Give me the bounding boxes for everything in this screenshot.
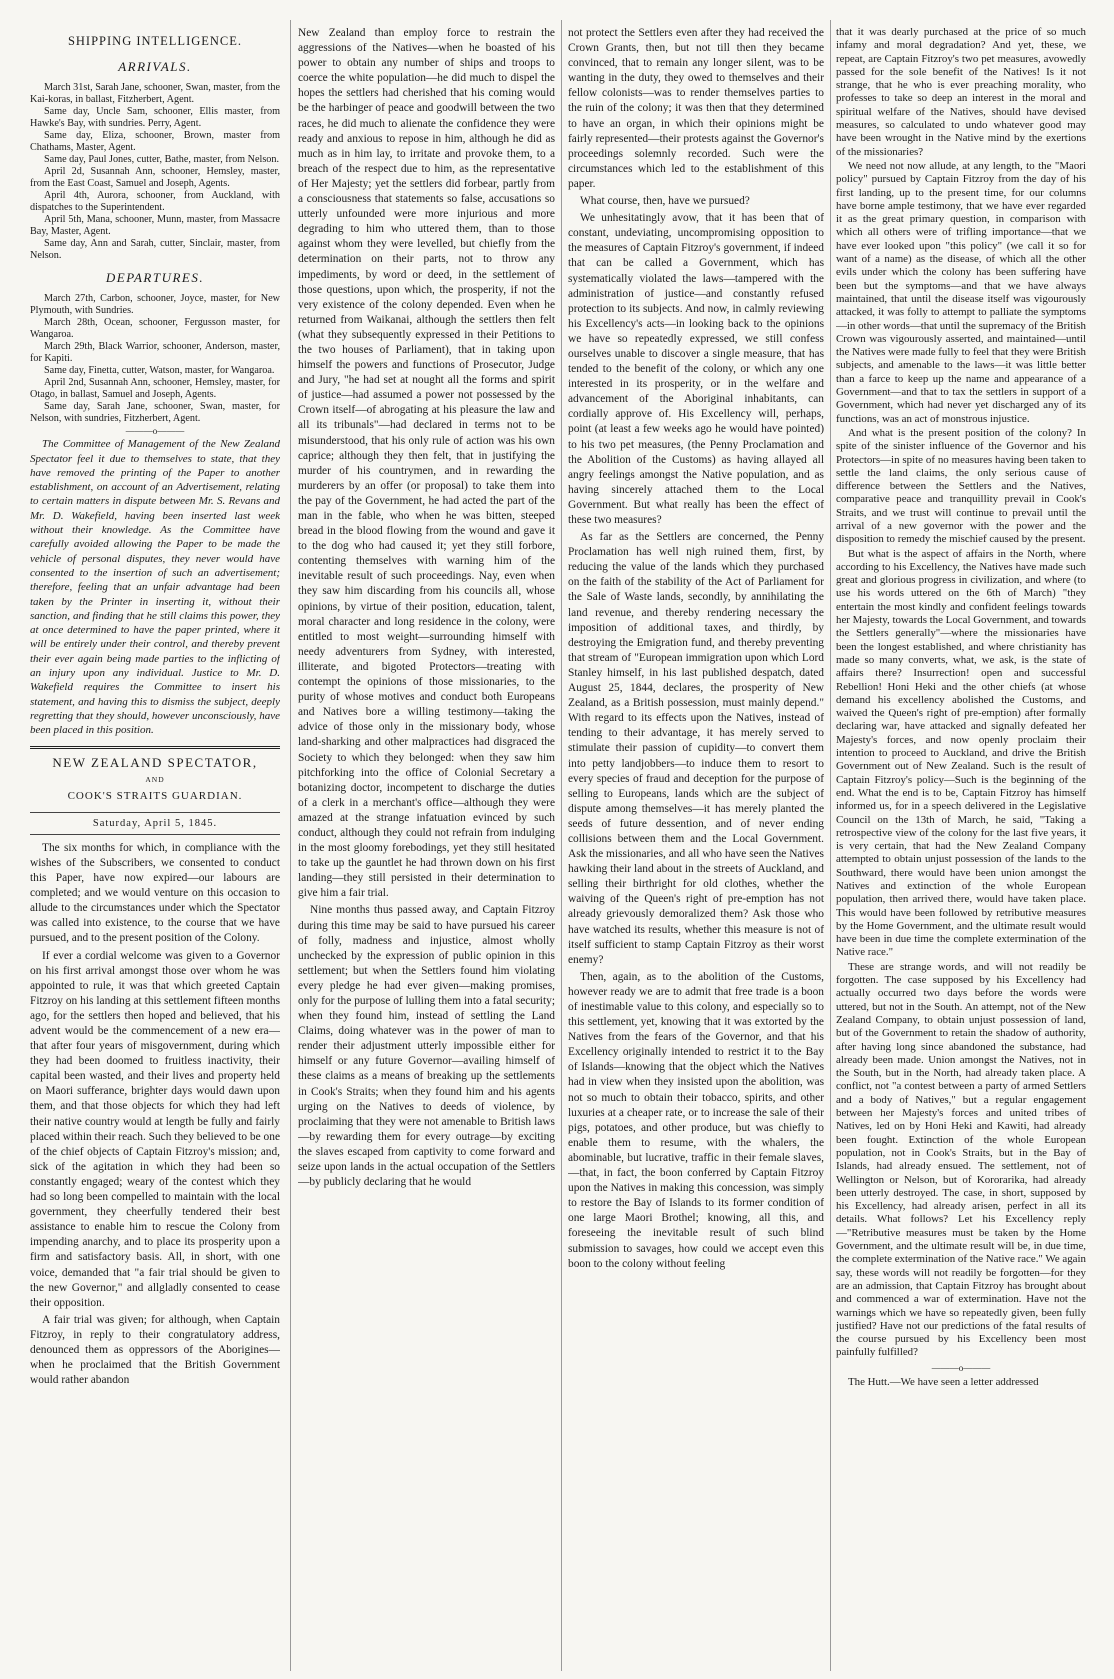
column-rule	[561, 20, 562, 1671]
article-paragraph: And what is the present position of the colony? In spite of the sinister influence of the Governor and his Protectors—in spite of no measures having been taken to settle the land claims, the only serious cause of difference between the Settlers and the Natives, comparative peace and tranquillity prevail in Cook's Straits, and we trust will continue to prevail until the arrival of a new governor with the power and the disposition to remedy the mischief caused by the present.	[836, 426, 1086, 546]
article-paragraph: not protect the Settlers even after they had received the Crown Grants, then, but not till then they became convinced, that to remain any longer silent, was to be wanting in the duty, they owed to themselves and their fellow colonists—was to render themselves parties to the ruin of the colony; it was then that they determined to have an organ, in which their opinions might be fairly represented—their protests against the Governor's proceedings solemnly recorded. Such were the circumstances which led to the establishment of this paper.	[568, 27, 824, 190]
article-paragraph: A fair trial was given; for although, when Captain Fitzroy, in reply to their congratulatory address, denounced them as oppressors of the Aborigines—when he proclaimed that the British Government would rather abandon	[30, 1313, 280, 1387]
arrival-entry: Same day, Paul Jones, cutter, Bathe, master, from Nelson.	[44, 154, 280, 166]
arrival-entry: March 31st, Sarah Jane, schooner, Swan, master, from the Kai-koras, in ballast, Fitzherbert, Agent.	[30, 82, 280, 106]
section-divider: ———o———	[125, 426, 185, 437]
arrival-entry: Same day, Ann and Sarah, cutter, Sinclair, master, from Nelson.	[30, 238, 280, 262]
article-paragraph: What course, then, have we pursued?	[580, 195, 750, 208]
issue-date: Saturday, April 5, 1845.	[30, 812, 280, 835]
column-3	[568, 26, 824, 1671]
article-paragraph: The Hutt.—We have seen a letter addressed	[848, 1375, 1039, 1388]
column-2	[298, 26, 555, 1671]
article-paragraph: Nine months thus passed away, and Captain Fitzroy during this time may be said to have pursued his career of folly, madness and injustice, almost wholly unchecked by the expression of public opinion in this settlement; but when the Settlers found him violating every pledge he had ever given—making promises, only for the purpose of lulling them into a fatal security; when they found him, instead of settling the Land Claims, doing whatever was in the power of man to render their adjustment utterly impossible either for himself or any future Governor—availing himself of these claims as a means of breaking up the settlements in Cook's Straits; when they found him and his agents urging on the Natives to deeds of violence, by proclaiming that they were not amenable to British laws—by rewarding them for every outrage—by exciting the slaves escaped from captivity to come forward and seize upon lands in the actual occupation of the Settlers—by publicly declaring that he would	[298, 904, 555, 1189]
committee-notice: The Committee of Management of the New Zealand Spectator feel it due to themselves to state, that they have removed the printing of the Paper to another establishment, on account of an Advertisement, relating to certain matters in dispute between Mr. S. Revans and Mr. D. Wakefield, having been inserted last week without their knowledge. As the Committee have carefully avoided allowing the Paper to be made the vehicle of personal disputes, they never would have consented to the insertion of such an advertisement; therefore, feeling that an unfair advantage had been taken by the Printer in inserting it, without their sanction, and finding that he still claims this power, they at once determined to have the paper printed, where it will be entirely under their control, and thereby prevent their ever again being made parties to the inflicting of an injury upon any individual. Justice to Mr. D. Wakefield requires the Committee to insert his statement, and having this to dismiss the subject, deeply regretting that they should, however unconsciously, have been placed in this position.	[30, 438, 280, 737]
masthead-title: NEW ZEALAND SPECTATOR,	[52, 754, 258, 770]
article-paragraph: But what is the aspect of affairs in the North, where according to his Excellency, the Natives have made such great and glorious progress in civilization, and where (to use his words uttered on the 6th of March) "they entertain the most kindly and confident feelings towards her Majesty, towards the Local Government, and towards the Settlers generally"—where the missionaries have been the longest established, and where christianity has made so many converts, what, we ask, is the state of affairs there? Insurrection! open and successful Rebellion! Honi Heki and the other chiefs (at whose demand his excellency abolished the Customs, and waived the Queen's right of pre-emption) after formally declaring war, have attacked and signally defeated her Majesty's forces, and now openly proclaim their intention to proceed to Auckland, and drive the British Government out of New Zealand. Such is the result of Captain Fitzroy's policy—Such is the beginning of the end. What the end is to be, Captain Fitzroy has himself informed us, for in a speech delivered in the Legislative Council on the 13th of March, he said, "Taking a retrospective view of the colony for the last five years, it is very certain, that had the New Zealand Company attempted to obtain unjust possession of the lands to the Southward, there would have been union amongst the Natives and extinction of the whole European population, then arrived there, would have taken place. This would have been followed by retributive measures by the Home Government, and the ultimate result would have been in due time the complete extermination of the Native race."	[836, 547, 1086, 959]
arrivals-heading: ARRIVALS.	[118, 59, 192, 75]
arrival-entry: April 2d, Susannah Ann, schooner, Hemsley, master, from the East Coast, Samuel and Joseph, Agents.	[30, 166, 280, 190]
departure-entry: Same day, Finetta, cutter, Watson, master, for Wangaroa.	[44, 365, 275, 377]
masthead-subtitle: COOK'S STRAITS GUARDIAN.	[67, 789, 243, 802]
column-rule	[290, 20, 291, 1671]
section-divider: ———o———	[931, 1362, 991, 1373]
column-4	[836, 26, 1086, 1671]
arrival-entry: Same day, Eliza, schooner, Brown, master from Chathams, Master, Agent.	[30, 130, 280, 154]
departure-entry: March 28th, Ocean, schooner, Fergusson master, for Wangaroa.	[30, 317, 280, 341]
departures-list	[30, 293, 280, 425]
departures-heading: DEPARTURES.	[105, 270, 205, 286]
masthead-and: AND	[145, 774, 165, 784]
article-paragraph: New Zealand than employ force to restrain the aggressions of the Natives—when he boasted of his power to obtain any number of ships and troops to coerce the white population—he did much to dispel the hopes the settlers had cherished that his coming would be the harbinger of peace and goodwill between the two races, he did much to alienate the confidence they were ready and anxious to repose in him, although he did as much as in him lay, to irritate and provoke them, to a breach of the respect due to him, as the representative of Her Majesty; yet the settlers did forbear, partly from a consciousness that statements so false, accusations so utterly unfounded were more injurious and more degrading to him who uttered them, than to those against whom they were levelled, but chiefly from the determination on their parts, not to throw any impediments, by word or deed, in the settlement of those questions, upon which, the prosperity, if not the very existence of the colony depended. Even when he returned from Waikanai, although the settlers then felt (what they subsequently expressed in their Petitions to the two houses of Parliament), that in taking upon himself the powers and functions of Prosecutor, Judge and Jury, "he had set at nought all the forms and spirit of justice—had assumed a power not possessed by the Crown itself—of abrogating at his pleasure the law and all its tribunals"—had declared in terms not to be misunderstood, that his only rule of action was his own caprice; although they then felt, that in justifying the murder of his countrymen, and in rewarding the murderers by an offer (or proposal) to take them into the pay of the Government, he had acted the part of the man in the fable, who when he was bitten, steeped bread in the blood flowing from the wound and gave it to the dog who had caused it; yet they still forbore, contenting themselves with warning him of the inevitable result of such proceedings. Nay, even when they saw him discarding from his councils all, whose opinions, by virtue of their position, education, talent, moral character and long residence in the colony, were entitled to most weight—surrounding himself with needy adventurers from Sydney, with interested, illiterate, and bigoted Protectors—treating with contempt the opinions of those missionaries, to the purity of whose motives and conduct both Europeans and Natives bore a willing testimony—taking the advice of those only in the missionary body, whose land-sharking and other malpractices had disgraced the Society to which they belonged: when they saw him pitchforking into the office of Colonial Secretary a botanizing doctor, incompetent to discharge the duties of a clerk in a merchant's office—although they were amazed at the strange infatuation evinced by such conduct, although they could not refrain from indulging in the most gloomy forebodings, yet they still hesitated to take up the gauntlet he had thrown down on his first landing—they still persisted in their determination to give him a fair trial.	[298, 27, 555, 900]
departure-entry: April 2nd, Susannah Ann, schooner, Hemsley, master, for Otago, in ballast, Samuel and Joseph, Agents.	[30, 377, 280, 401]
article-paragraph: We unhesitatingly avow, that it has been that of constant, undeviating, uncompromising opposition to the measures of Captain Fitzroy's government, if indeed that can be called a Government, which has systematically violated the laws—tampered with the administration of justice—and constantly refused protection to its subjects. And now, in calmly reviewing his Excellency's acts—in looking back to the opinions we have so repeatedly expressed, we still confess ourselves unable to discover a single measure, that has tended to the benefit of the colony, or which any one interested in its prosperity, or in the welfare and advancement of the Aboriginal inhabitants, can cordially approve of. His Excellency will, perhaps, point (at least a few weeks ago he would have pointed) to his two pet measures, (the Penny Proclamation and the Abolition of the Customs) as having allayed all angry feelings amongst the Native population, and as having sincerely attached them to the Local Government. But what really has been the effect of these two measures?	[568, 212, 824, 526]
article-paragraph: If ever a cordial welcome was given to a Governor on his first arrival amongst those over whom he was appointed to rule, it was that which greeted Captain Fitzroy on his landing at this settlement fifteen months ago, for the settlers then hoped and believed, that his advent would be the commencement of a new era—that after four years of misgovernment, during which they had been doomed to fruitless inactivity, their capital been wasted, and their lives and property held on Maori sufferance, brighter days would dawn upon them, and that those objects for which they had left their native country would at length be fully and fairly placed within their reach. Such they believed to be one of the chief objects of Captain Fitzroy's mission; and, sick of the agitation in which they had been so constantly engaged; weary of the contest which they had so long been compelled to maintain with the local government, they cheerfully tendered their best assistance to enable him to rescue the Colony from impending anarchy, and to place its prosperity upon a firm and satisfactory basis. All, in short, with one voice, demanded that "a fair trial should be given to the new Governor," and allgladly consented to cease their opposition.	[30, 949, 280, 1309]
article-paragraph: As far as the Settlers are concerned, the Penny Proclamation has well nigh ruined them, first, by reducing the value of the lands which they purchased on the faith of the stability of the Act of Parliament for the Sale of Waste lands, secondly, by annihilating the land revenue, and thereby rendering necessary the imposition of additional taxes, and thirdly, by destroying the Emigration fund, and thereby preventing that stream of "European immigration upon which Lord Stanley himself, in his last published despatch, dated August 25, 1844, declares, the prosperity of New Zealand, as a British possession, must mainly depend." With regard to its effects upon the Natives, instead of tending to their advantage, it has merely served to stimulate their passion of cupidity—to convert them into petty landjobbers—to induce them to resort to every species of fraud and deception for the purpose of selling to Europeans, lands which are the subject of dispute among themselves—it has merely planted the seeds of future dessention, and of never ending collisions between them and the Local Government. Ask the missionaries, and all who have seen the Natives hawking their land about in the streets of Auckland, and selling their birthright for old clothes, whether the waiving of the Queen's right of pre-emption has not already grievously demoralized them? Ask those who have watched its results, whether this measure is not of itself sufficient to stamp Captain Fitzroy as their worst enemy?	[568, 531, 824, 966]
departure-entry: March 29th, Black Warrior, schooner, Anderson, master, for Kapiti.	[30, 341, 280, 365]
article-paragraph: These are strange words, and will not readily be forgotten. The case supposed by his Excellency had actually occurred two days before the words were uttered, but not in the South. An attempt, not of the New Zealand Company, to obtain unjust possession of land, but of the Government to retain the shadow of authority, after having long since abandoned the substance, had already been made. Union amongst the Natives, not in the South, but in the North, had already taken place. A conflict, not "a contest between a party of armed Settlers and a body of Natives," but a regular engagement between her Majesty's forces and united tribes of Natives, led on by Honi Heki and Kawiti, had already been fought. Extinction of the whole European population, not in Cook's Straits, but in the Bay of Islands, had already ensued. The settlement, not of Wellington or Nelson, but of Kororarika, had already been utterly destroyed. The case, in short, supposed by his Excellency, had already arisen, perfect in all its details. What follows? Let his Excellency reply—"Retributive measures must be taken by the Home Government, and the ultimate result will be, in due time, the complete extermination of the Native race." We again say, these words will not readily be forgotten—for they are an admission, that Captain Fitzroy has brought about and commenced a war of extermination. Have not the warnings which we have so repeatedly given, been fully justified? Have not our predictions of the fatal results of the course pursued by his Excellency been most painfully fulfilled?	[836, 960, 1086, 1359]
article-paragraph: Then, again, as to the abolition of the Customs, however ready we are to admit that free trade is a boon of inestimable value to this colony, and especially so to this settlement, yet, knowing that it was extorted by the Natives from the fears of the Governor, and that his Excellency originally intended to restrict it to the Bay of Islands—knowing that the object which the Natives had in view when they insisted upon the abolition, was not so much to obtain their tobacco, spirits, and other luxuries at a cheaper rate, or to increase the sale of their pigs, potatoes, and other produce, but was chiefly to enable them to resume, with the whalers, the abominable, but lucrative, traffic in their female slaves,—that, in fact, the boon conferred by Captain Fitzroy upon the Natives in making this concession, was simply to restore the Bay of Islands to its former condition of one large Maori Brothel; knowing, all this, and foreseeing the inevitable result of such blind submission to savages, how could we accept even this boon to the colony without feeling	[568, 970, 824, 1270]
arrival-entry: April 4th, Aurora, schooner, from Auckland, with dispatches to the Superintendent.	[30, 190, 280, 214]
arrival-entry: Same day, Uncle Sam, schooner, Ellis master, from Hawke's Bay, with sundries. Perry, Agent.	[30, 106, 280, 130]
article-paragraph: The six months for which, in compliance with the wishes of the Subscribers, we consented to conduct this Paper, have now expired—our labours are completed; and we would venture on this occasion to allude to the circumstances under which the Spectator was called into existence, to the course that we have pursued, and to the present position of the Colony.	[30, 841, 280, 945]
shipping-heading: SHIPPING INTELLIGENCE.	[67, 34, 243, 48]
column-1	[30, 26, 280, 1671]
article-paragraph: that it was dearly purchased at the price of so much infamy and moral degradation? And yet, these, we repeat, are Captain Fitzroy's two pet measures, avowedly passed for the sole benefit of the Natives! Is it not strange, that he who is ever preaching morality, who professes to take so deep an interest in the moral and spiritual welfare of the Natives, should have devised measures, so calculated to undo whatever good may have been wrought in the Native mind by the exertions of the missionaries?	[836, 26, 1086, 158]
arrivals-list	[30, 82, 280, 262]
departure-entry: March 27th, Carbon, schooner, Joyce, master, for New Plymouth, with Sundries.	[30, 293, 280, 317]
arrival-entry: April 5th, Mana, schooner, Munn, master, from Massacre Bay, Master, Agent.	[30, 214, 280, 238]
article-paragraph: We need not now allude, at any length, to the "Maori policy" pursued by Captain Fitzroy from the day of his first landing, up to the present time, for our columns have borne ample testimony, that we have ever regarded it as the great primary question, in comparison with which all others were of trifling importance—that we have ever looked upon "this policy" (we call it so for want of a name) as the disease, of which all the other evils under which the colony has been suffering have been but the symptoms—and that we have always maintained, that until the disease itself was vigourously attacked, it was folly to attempt to palliate the symptoms—in other words—that until the supremacy of the British Crown was vigourously asserted, and maintained—until the Natives were made fully to feel that they were British subjects, and amenable to the laws—it was little better than a farce to keep up the name and appearance of a Government—and that to tax the settlers in support of a Government, which had never yet discharged any of its functions, was an act of monstrous injustice.	[836, 159, 1086, 425]
departure-entry: Same day, Sarah Jane, schooner, Swan, master, for Nelson, with sundries, Fitzherbert, Agent.	[30, 401, 280, 425]
masthead-rule	[30, 746, 280, 749]
column-rule	[830, 20, 831, 1671]
